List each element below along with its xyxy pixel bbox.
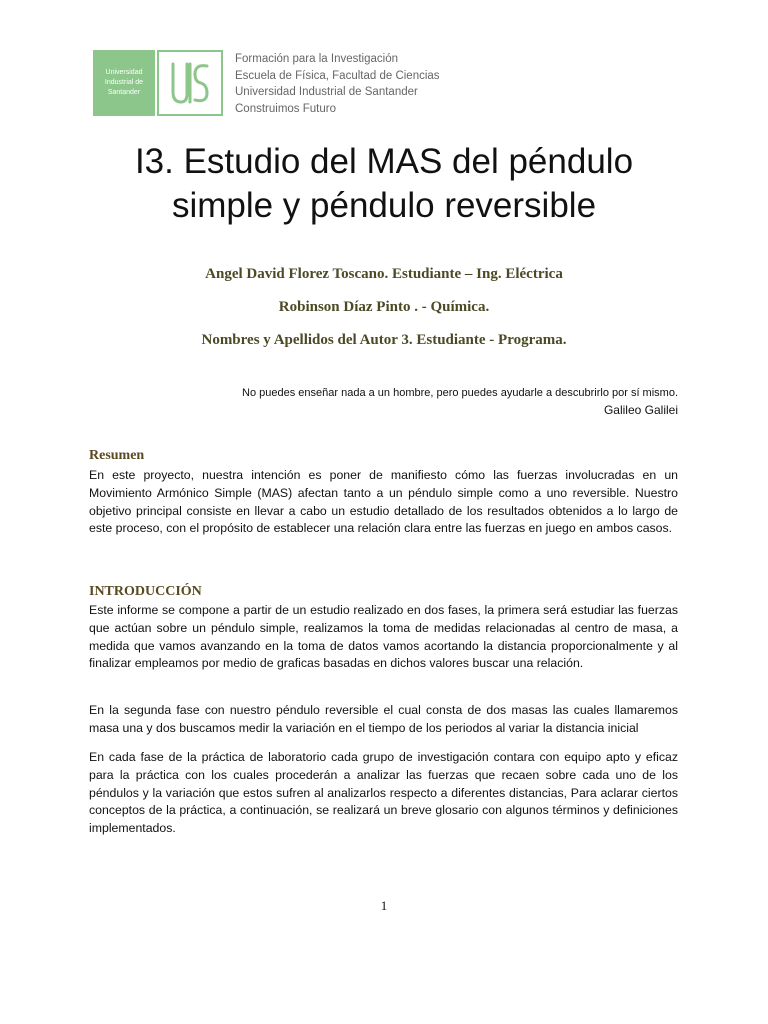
page-number: 1 <box>380 898 388 913</box>
intro-paragraph-2: En la segunda fase con nuestro péndulo reversible el cual consta de dos masas las cuales llamaremos masa una y dos buscamos medir la variación en el tiempo de los periodos al variar la distancia inicial <box>89 703 678 735</box>
introduccion-heading: INTRODUCCIÓN <box>89 584 202 599</box>
resumen-heading: Resumen <box>89 448 145 463</box>
university-logo <box>93 50 223 116</box>
intro-paragraph-3: En cada fase de la práctica de laboratorio cada grupo de investigación contara con equipo apto y eficaz para la práctica con los cuales procederán a analizar las fuerzas que recaen sobre cada uno de los péndulos y la variación que estos sufren al analizarlos respecto a diferentes distancias, Para aclarar ciertos conceptos de la práctica, a continuación, se realizará un breve glosario con algunos términos y definiciones implementados. <box>89 750 678 836</box>
logo-university-name: Universidad Industrial de Santander <box>93 50 155 116</box>
header-line-1: Formación para la Investigación <box>235 53 398 65</box>
author-2: Robinson Díaz Pinto . - Química. <box>278 299 490 315</box>
author-list <box>0 265 768 364</box>
resumen-paragraph: En este proyecto, nuestra intención es poner de manifiesto cómo las fuerzas involucradas en un Movimiento Armónico Simple (MAS) afectan tanto a un péndulo simple como a uno reversible. Nuestro objetivo principal consiste en llevar a cabo un estudio detallado de los resultados obtenidos a lo largo de este proceso, con el propósito de establecer una relación clara entre las fuerzas en juego en ambos casos. <box>89 468 678 536</box>
uis-logo-mark <box>157 50 223 116</box>
document-title <box>0 140 768 228</box>
header-line-4: Construimos Futuro <box>235 102 336 115</box>
epigraph <box>242 385 678 419</box>
title-line-1: I3. Estudio del MAS del péndulo <box>134 142 634 181</box>
epigraph-text: No puedes enseñar nada a un hombre, pero puedes ayudarle a descubrirlo por sí mismo. <box>242 387 678 399</box>
header-line-3: Universidad Industrial de Santander <box>235 86 418 98</box>
institution-header <box>235 51 440 117</box>
header-line-2: Escuela de Física, Facultad de Ciencias <box>235 69 440 82</box>
epigraph-author: Galileo Galilei <box>603 403 678 417</box>
uis-mark-icon <box>167 58 213 108</box>
author-1: Angel David Florez Toscano. Estudiante – Ing. Eléctrica <box>205 266 563 282</box>
author-3: Nombres y Apellidos del Autor 3. Estudiante - Programa. <box>201 332 567 348</box>
title-line-2: simple y péndulo reversible <box>171 186 597 225</box>
intro-paragraph-1: Este informe se compone a partir de un estudio realizado en dos fases, la primera será estudiar las fuerzas que actúan sobre un péndulo simple, realizamos la toma de medidas relacionadas al centro de masa, a medida que vamos avanzando en la toma de datos vamos acortando la distancia proporcionalmente y al finalizar empleamos por medio de graficas basadas en dichos valores buscar una relación. <box>89 603 678 671</box>
